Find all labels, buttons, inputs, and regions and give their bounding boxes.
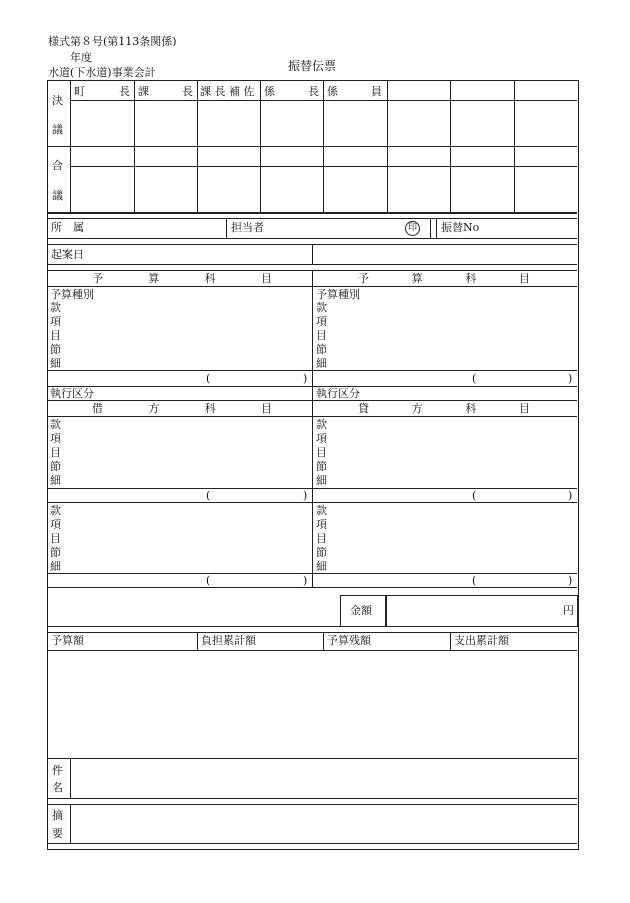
form-number: 様式第８号(第113条関係): [48, 35, 177, 48]
expense-total-label: 支出累計額: [454, 634, 509, 647]
paren-open: (: [206, 489, 211, 502]
amount-label: 金額: [350, 604, 372, 617]
subject-ken-label: 件: [52, 764, 63, 777]
amount-field[interactable]: [385, 595, 578, 627]
paren-open: (: [472, 574, 477, 587]
remarks-field[interactable]: [72, 806, 575, 841]
subject-field[interactable]: [72, 760, 575, 796]
budget-heading-right: 予 算 科 目: [358, 272, 530, 285]
burden-total-label: 負担累計額: [201, 634, 256, 647]
budget-type-left: 予算種別: [50, 288, 94, 301]
credit-items-1: 款 項 目 節 細: [316, 418, 327, 487]
page-title: 振替伝票: [288, 59, 337, 73]
budget-items-right: 款 項 目 節 細: [316, 301, 327, 370]
credit-heading: 貸 方 科 目: [358, 402, 530, 415]
debit-heading: 借 方 科 目: [92, 402, 272, 415]
execution-label-left: 執行区分: [50, 387, 94, 400]
approver-subsection-chief: 係 長: [264, 85, 319, 98]
remarks-teki-label: 摘: [52, 809, 63, 822]
paren-close: ): [568, 372, 573, 385]
budget-remaining-label: 予算残額: [327, 634, 371, 647]
kessai-gi-label: 議: [52, 123, 63, 136]
approver-section-chief: 課 長: [138, 85, 193, 98]
approver-deputy-chief: 課 長 補 佐: [200, 85, 255, 98]
furikae-no-label: 振替No: [441, 221, 480, 234]
goei-label: 合: [52, 159, 63, 172]
budget-items-left: 款 項 目 節 細: [50, 301, 61, 370]
paren-open: (: [472, 489, 477, 502]
paren-close: ): [303, 489, 308, 502]
paren-close: ): [303, 372, 308, 385]
approver-mayor: 町 長: [74, 85, 130, 98]
paren-open: (: [206, 574, 211, 587]
accounting-label: 水道(下水道)事業会計: [48, 66, 156, 79]
kian-date-label: 起案日: [51, 248, 84, 261]
subject-mei-label: 名: [52, 781, 63, 794]
debit-items-1: 款 項 目 節 細: [50, 418, 61, 487]
budget-type-right: 予算種別: [316, 288, 360, 301]
credit-items-2: 款 項 目 節 細: [316, 504, 327, 573]
shozoku-label: 所 属: [51, 221, 84, 234]
fiscal-year-label: 年度: [70, 51, 92, 64]
form-frame: [47, 80, 579, 850]
seal-stamp-icon: 印: [405, 221, 420, 236]
budget-heading-left: 予 算 科 目: [92, 272, 272, 285]
paren-open: (: [472, 372, 477, 385]
remarks-yo-label: 要: [52, 827, 63, 840]
paren-open: (: [206, 372, 211, 385]
paren-close: ): [303, 574, 308, 587]
debit-items-2: 款 項 目 節 細: [50, 504, 61, 573]
kessai-label: 決: [52, 94, 63, 107]
paren-close: ): [568, 489, 573, 502]
execution-label-right: 執行区分: [316, 387, 360, 400]
tantosha-label: 担当者: [231, 221, 264, 234]
paren-close: ): [568, 574, 573, 587]
approver-staff: 係 員: [327, 85, 382, 98]
goei-gi-label: 議: [52, 189, 63, 202]
budget-amount-label: 予算額: [51, 634, 84, 647]
amount-unit: 円: [563, 604, 574, 617]
